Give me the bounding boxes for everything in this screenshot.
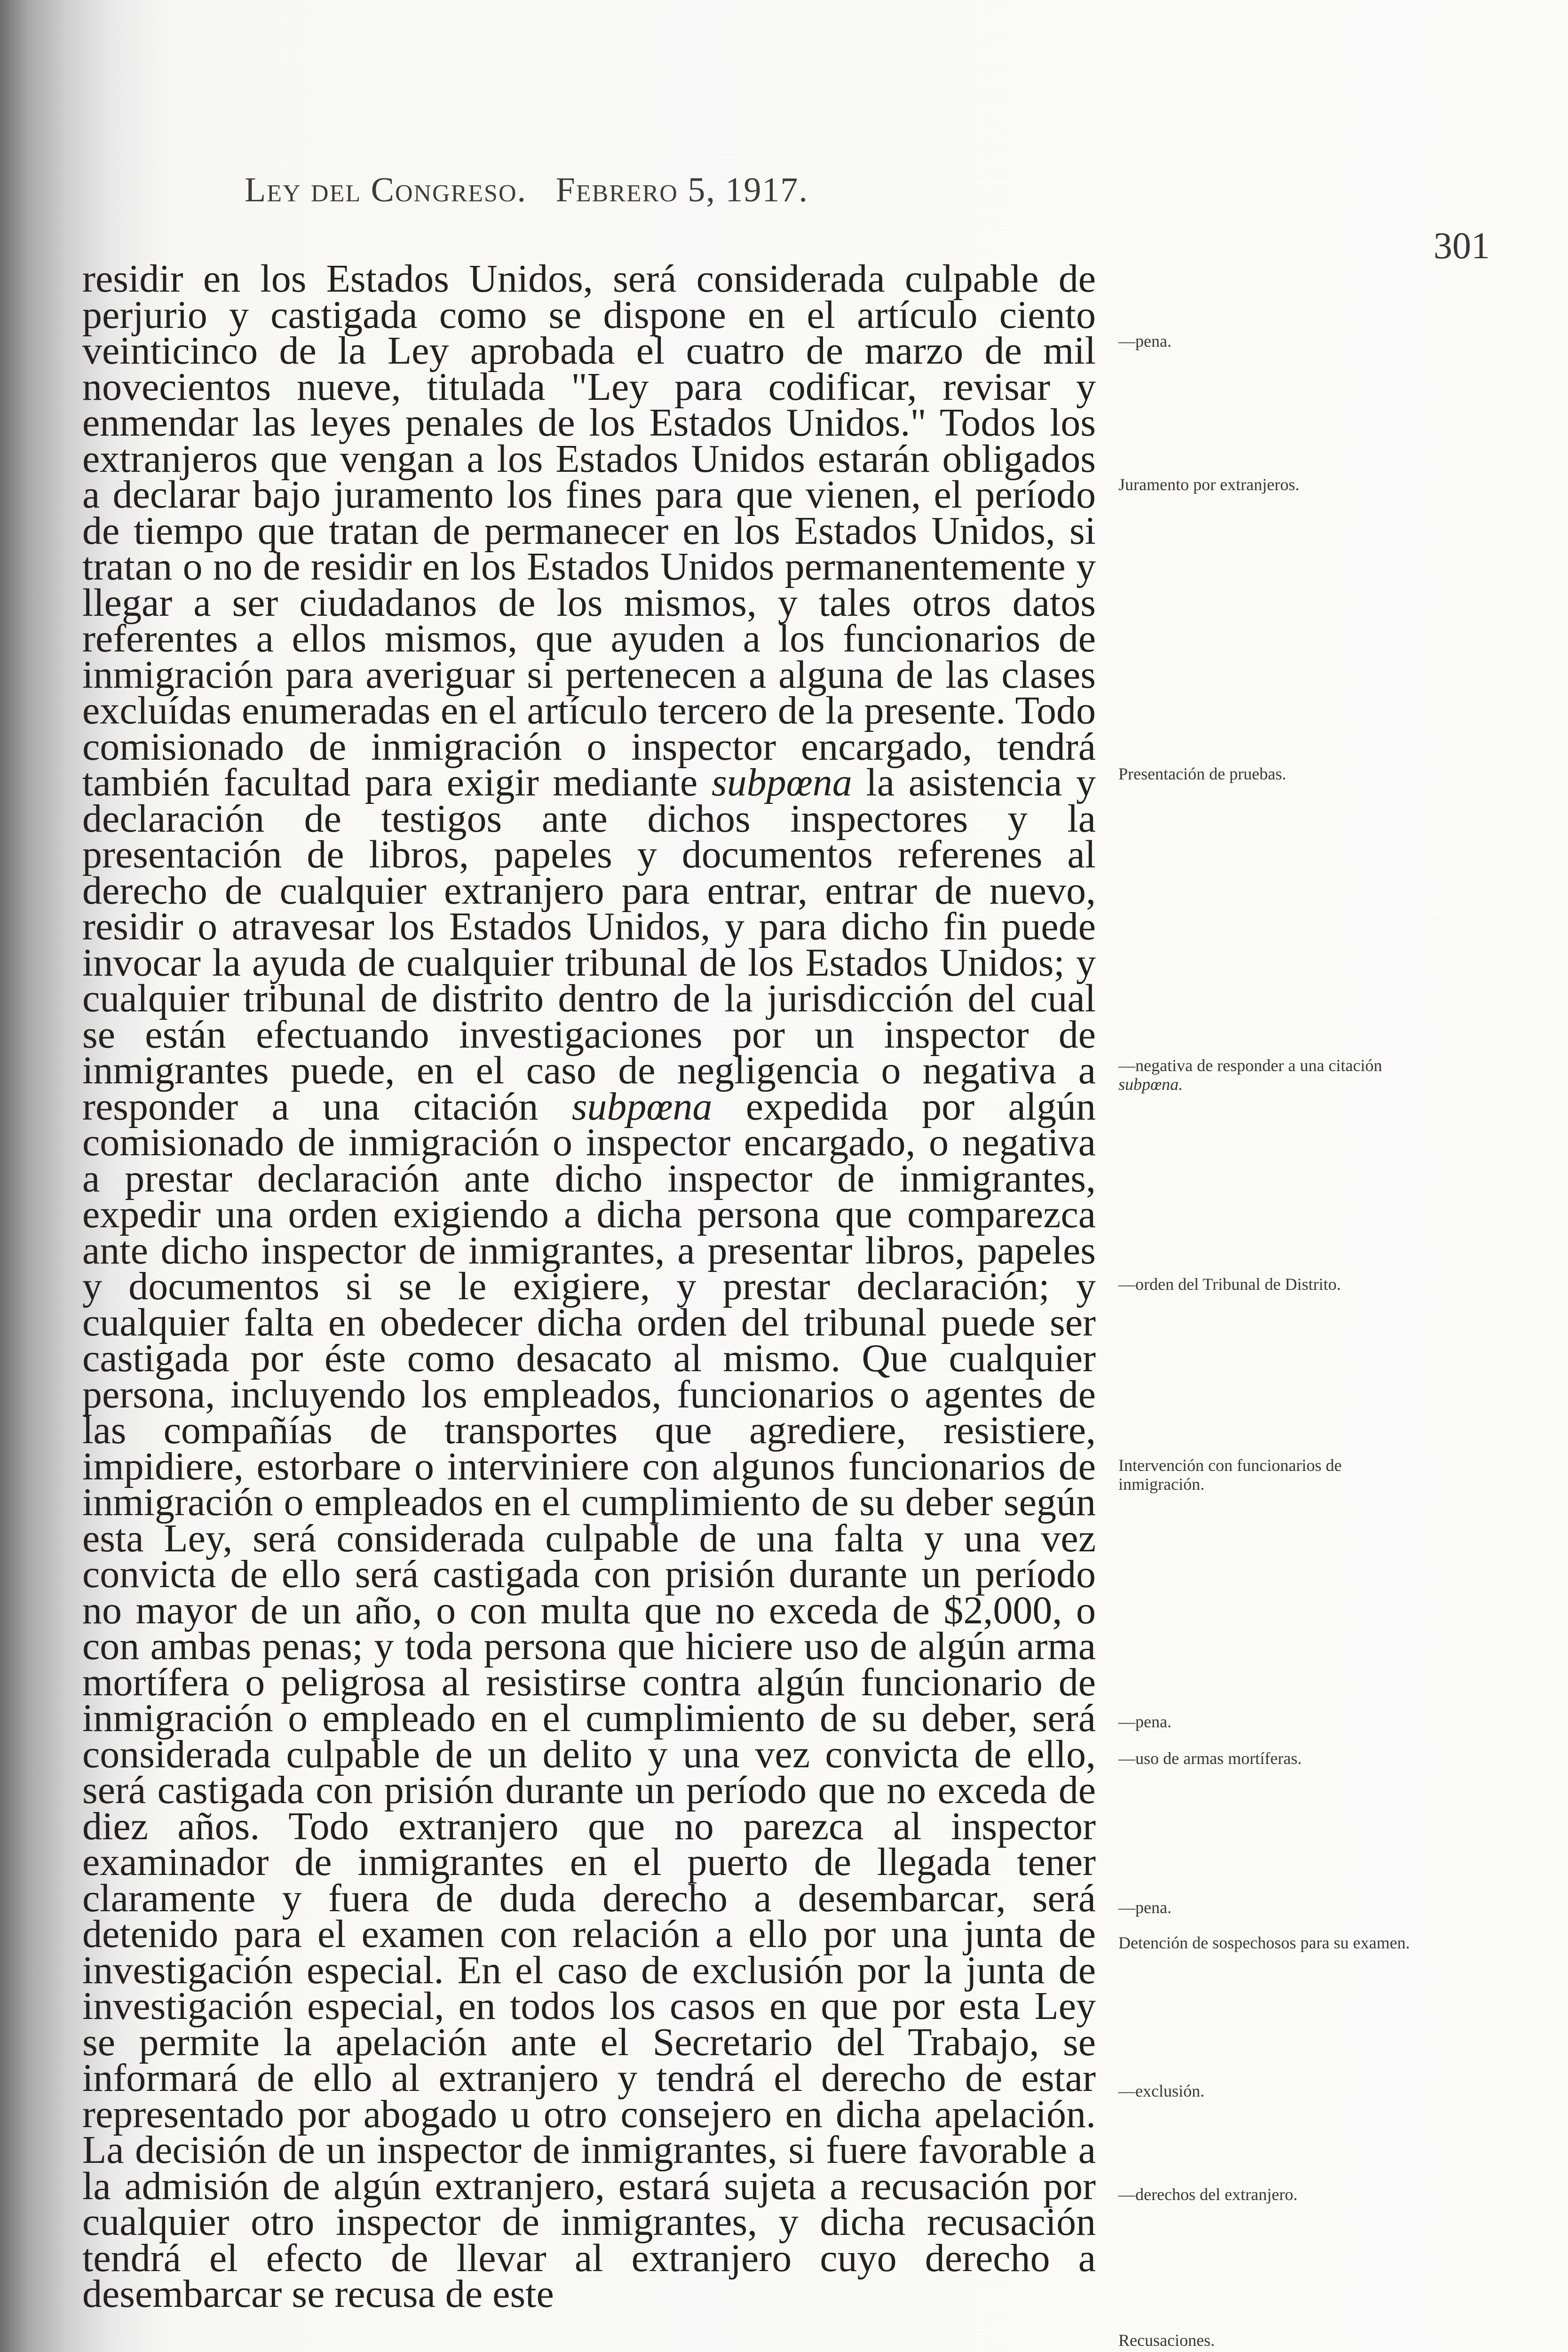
body-text-part-3: expedida por algún comisionado de inmigración o inspector encargado, o negativa a prestar declaración ante dicho inspector de inmigrantes, expedir una orden exigiendo a dicha persona que comparezca ante dicho inspector de inmigrantes, a presentar libros, papeles y documentos si se le exigiere, y prestar declaración; y cualquier falta en obedecer dicha orden del tribunal puede ser castigada por éste como desacato al mismo. Que cualquier persona, incluyendo los empleados, funcionarios o agentes de las compañías de transportes que agrediere, resistiere, impidiere, estorbare o interviniere con algunos funcionarios de inmigración o empleados en el cumplimiento de su deber según esta Ley, será considerada culpable de una falta y una vez convicta de ello será castigada con prisión durante un período no mayor de un año, o con multa que no exceda de $2,000, o con ambas penas; y toda persona que hiciere uso de algún arma mortífera o peligrosa al resistirse contra algún funcionario de inmigración o empleado en el cumplimiento de su deber, será considerada culpable de un delito y una vez convicta de ello, será castigada con prisión durante un período que no exceda de diez años. Todo extranjero que no parezca al inspector examinador de inmigrantes en el puerto de llegada tener claramente y fuera de duda derecho a desembarcar, será detenido para el examen con relación a ello por una junta de investigación especial. En el caso de exclusión por la junta de investigación especial, en todos los casos en que por esta Ley se permite la apelación ante el Secretario del Trabajo, se informará de ello al extranjero y tendrá el derecho de estar representado por abogado u otro consejero en dicha apelación. La decisión de un inspector de inmigrantes, si fuere favorable a la admisión de algún extranjero, estará sujeta a recusación por cualquier otro inspector de inmigrantes, y dicha recusación tendrá el efecto de llevar al extranjero cuyo derecho a desembarcar se recusa de este (82, 1084, 1096, 2316)
page-number: 301 (1433, 225, 1490, 267)
margin-note-exclusion: —exclusión. (1118, 2082, 1204, 2100)
margin-note-orden-tribunal: —orden del Tribunal de Distrito. (1118, 1275, 1341, 1294)
margin-notes (1118, 0, 1419, 2352)
margin-note-armas: —uso de armas mortíferas. (1118, 1749, 1302, 1768)
margin-note-detencion: Detención de sospechosos para su examen. (1118, 1933, 1410, 1952)
body-text-part-2: la asistencia y declaración de testigos ante dichos inspectores y la presentación de libros, papeles y documentos referenes al derecho de cualquier extranjero para entrar, entrar de nuevo, residir o atravesar los Estados Unidos, y para dicho fin puede invocar la ayuda de cualquier tribunal de los Estados Unidos; y cualquier tribunal de distrito dentro de la jurisdicción del cual se están efectuando investigaciones por un inspector de inmigrantes puede, en el caso de negligencia o negativa a responder a una citación (82, 761, 1096, 1128)
margin-note-pena-1: —pena. (1118, 332, 1172, 350)
margin-note-pruebas: Presentación de pruebas. (1118, 764, 1286, 783)
running-head-title: Ley del Congreso. (245, 171, 527, 209)
body-text (82, 257, 1096, 2316)
margin-note-recusaciones: Recusaciones. (1118, 2331, 1215, 2350)
margin-note-negativa: —negativa de responder a una citación subpœna. (1118, 1056, 1382, 1094)
margin-note-pena-3: —pena. (1118, 1898, 1172, 1917)
running-head-date: Febrero 5, 1917. (555, 171, 808, 209)
running-head (245, 170, 808, 210)
body-paragraph (82, 257, 1096, 2316)
body-italic-term-2: subpœna (571, 1084, 713, 1128)
body-italic-term-1: subpœna (711, 761, 852, 804)
margin-note-juramento: Juramento por extranjeros. (1118, 475, 1299, 494)
margin-note-derechos: —derechos del extranjero. (1118, 2185, 1298, 2204)
margin-note-intervencion: Intervención con funcionarios de inmigración. (1118, 1456, 1342, 1494)
body-text-part-1: residir en los Estados Unidos, será considerada culpable de perjurio y castigada como se dispone en el artículo ciento veinticinco de la Ley aprobada el cuatro de marzo de mil novecientos nueve, titulada "Ley para codificar, revisar y enmendar las leyes penales de los Estados Unidos." Todos los extranjeros que vengan a los Estados Unidos estarán obligados a declarar bajo juramento los fines para que vienen, el período de tiempo que tratan de permanecer en los Estados Unidos, si tratan o no de residir en los Estados Unidos permanentemente y llegar a ser ciudadanos de los mismos, y tales otros datos referentes a ellos mismos, que ayuden a los funcionarios de inmigración para averiguar si pertenecen a alguna de las clases excluídas enumeradas en el artículo tercero de la presente. Todo comisionado de inmigración o inspector encargado, tendrá también facultad para exigir mediante (82, 257, 1096, 804)
margin-note-pena-2: —pena. (1118, 1712, 1172, 1731)
